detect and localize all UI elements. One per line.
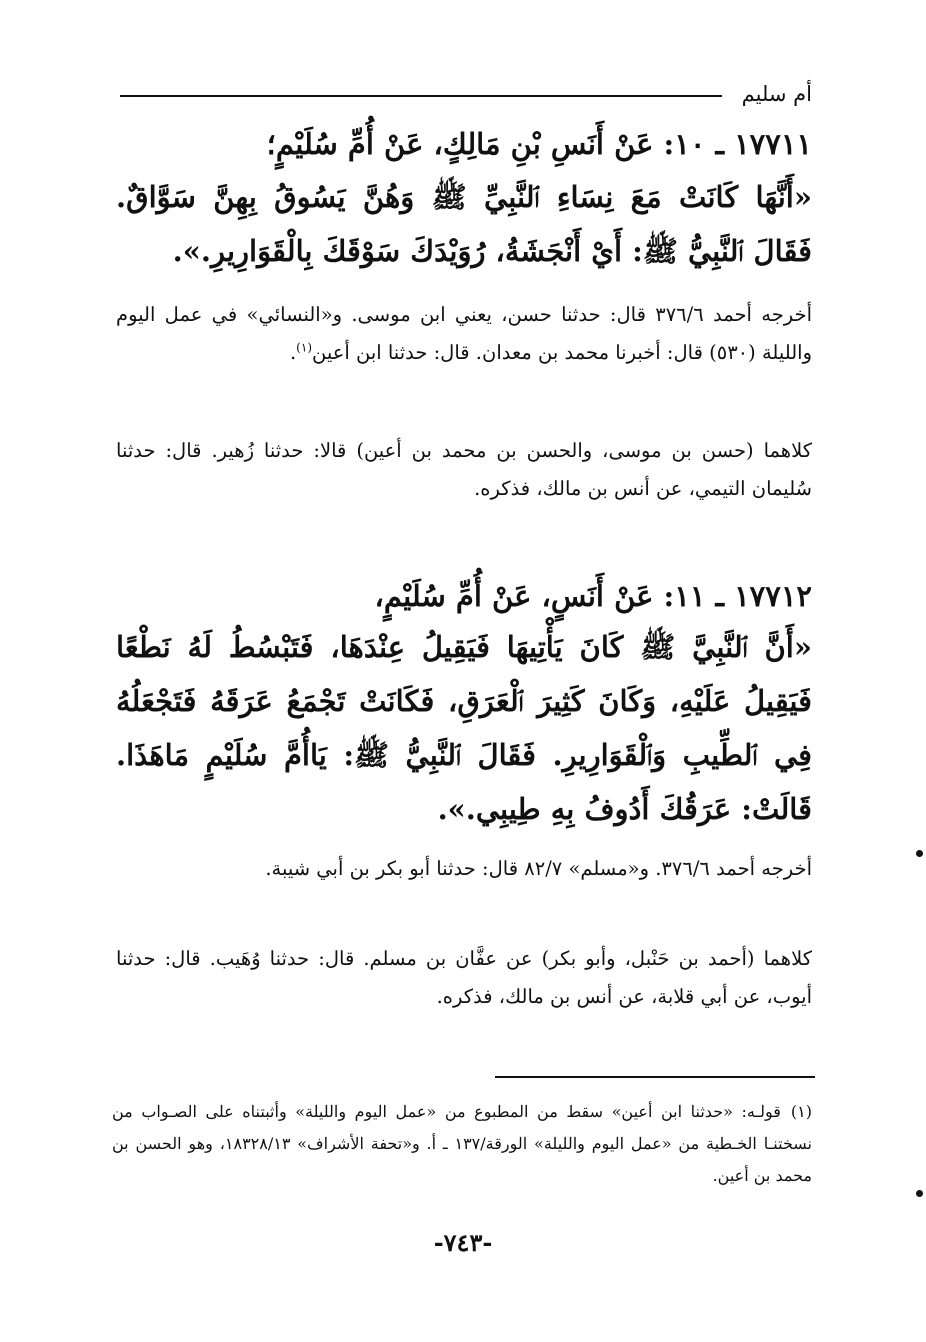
running-title: أم سليم [741, 82, 812, 106]
hadith-matn: «أَنَّ ٱلنَّبِيَّ ﷺ كَانَ يَأْتِيهَا فَيَقِيلُ عِنْدَهَا، فَتَبْسُطُ لَهُ نَطْعًا فَيَقِيلُ عَلَيْهِ، وَكَانَ كَثِيرَ ٱلْعَرَقِ، فَكَانَتْ تَجْمَعُ عَرَقَهُ فَتَجْعَلُهُ فِي ٱلطِّيبِ وَٱلْقَوَارِيرِ. فَقَالَ ٱلنَّبِيُّ ﷺ: يَاأُمَّ سُلَيْمٍ مَاهَذَا. قَالَتْ: عَرَقُكَ أَدُوفُ بِهِ طِيبِي.». [116, 630, 812, 826]
footnote-reference: (١) [296, 340, 312, 355]
takhrij-text [116, 296, 812, 372]
hadith-entry-17711 [116, 124, 812, 278]
header-rule [120, 95, 722, 97]
takhrij-text: أخرجه أحمد ٣٧٦/٦. و«مسلم» ٨٢/٧ قال: حدثنا أبو بكر بن أبي شيبة. [265, 857, 812, 880]
footnote-text: قولـه: «حدثنا ابن أعين» سقط من المطبوع من «عمل اليوم والليلة» وأثبتناه على الصـواب من نسختنـا الخـطية من «عمل اليوم والليلة» الورقة/١٣٧ ـ أ. و«تحفة الأشراف» ١٨٣٢٨/١٣، وهو الحسن بن محمد بن أعين. [112, 1102, 812, 1185]
running-header [120, 82, 812, 108]
takhrij-paragraph [116, 850, 812, 888]
footnote [112, 1096, 812, 1192]
takhrij-text: كلاهما (حسن بن موسى، والحسن بن محمد بن أعين) قالا: حدثنا زُهير. قال: حدثنا سُليمان التيمي، عن أنس بن مالك، فذكره. [116, 439, 812, 500]
takhrij-paragraph [116, 296, 812, 372]
takhrij-text: كلاهما (أحمد بن حَنْبل، وأبو بكر) عن عفَّان بن مسلم. قال: حدثنا وُهَيب. قال: حدثنا أيوب، عن أبي قلابة، عن أنس بن مالك، فذكره. [116, 947, 812, 1008]
hadith-heading: ١٧٧١٢ ـ ١١: عَنْ أَنَسٍ، عَنْ أُمِّ سُلَيْمٍ، [374, 579, 812, 613]
takhrij-paragraph [116, 940, 812, 1016]
margin-mark [916, 1190, 923, 1197]
margin-mark [916, 850, 923, 857]
takhrij-body: أخرجه أحمد ٣٧٦/٦ قال: حدثنا حسن، يعني ابن موسى. و«النسائي» في عمل اليوم والليلة (٥٣٠) قال: أخبرنا محمد بن معدان. قال: حدثنا ابن أعين [116, 303, 812, 364]
hadith-heading: ١٧٧١١ ـ ١٠: عَنْ أَنَسِ بْنِ مَالِكٍ، عَنْ أُمِّ سُلَيْمٍ؛ [266, 127, 812, 161]
takhrij-paragraph [116, 432, 812, 508]
hadith-entry-17712 [116, 576, 812, 836]
page-number: -٧٤٣- [433, 1228, 493, 1257]
footnote-number: (١) [790, 1102, 812, 1121]
takhrij-end: . [289, 341, 297, 364]
footnote-rule [495, 1076, 815, 1078]
hadith-matn: «أَنَّهَا كَانَتْ مَعَ نِسَاءِ ٱلنَّبِيِّ ﷺ وَهُنَّ يَسُوقُ بِهِنَّ سَوَّاقٌ. فَقَالَ ٱلنَّبِيُّ ﷺ: أَيْ أَنْجَشَةُ، رُوَيْدَكَ سَوْقَكَ بِالْقَوَارِيرِ.». [116, 180, 812, 268]
